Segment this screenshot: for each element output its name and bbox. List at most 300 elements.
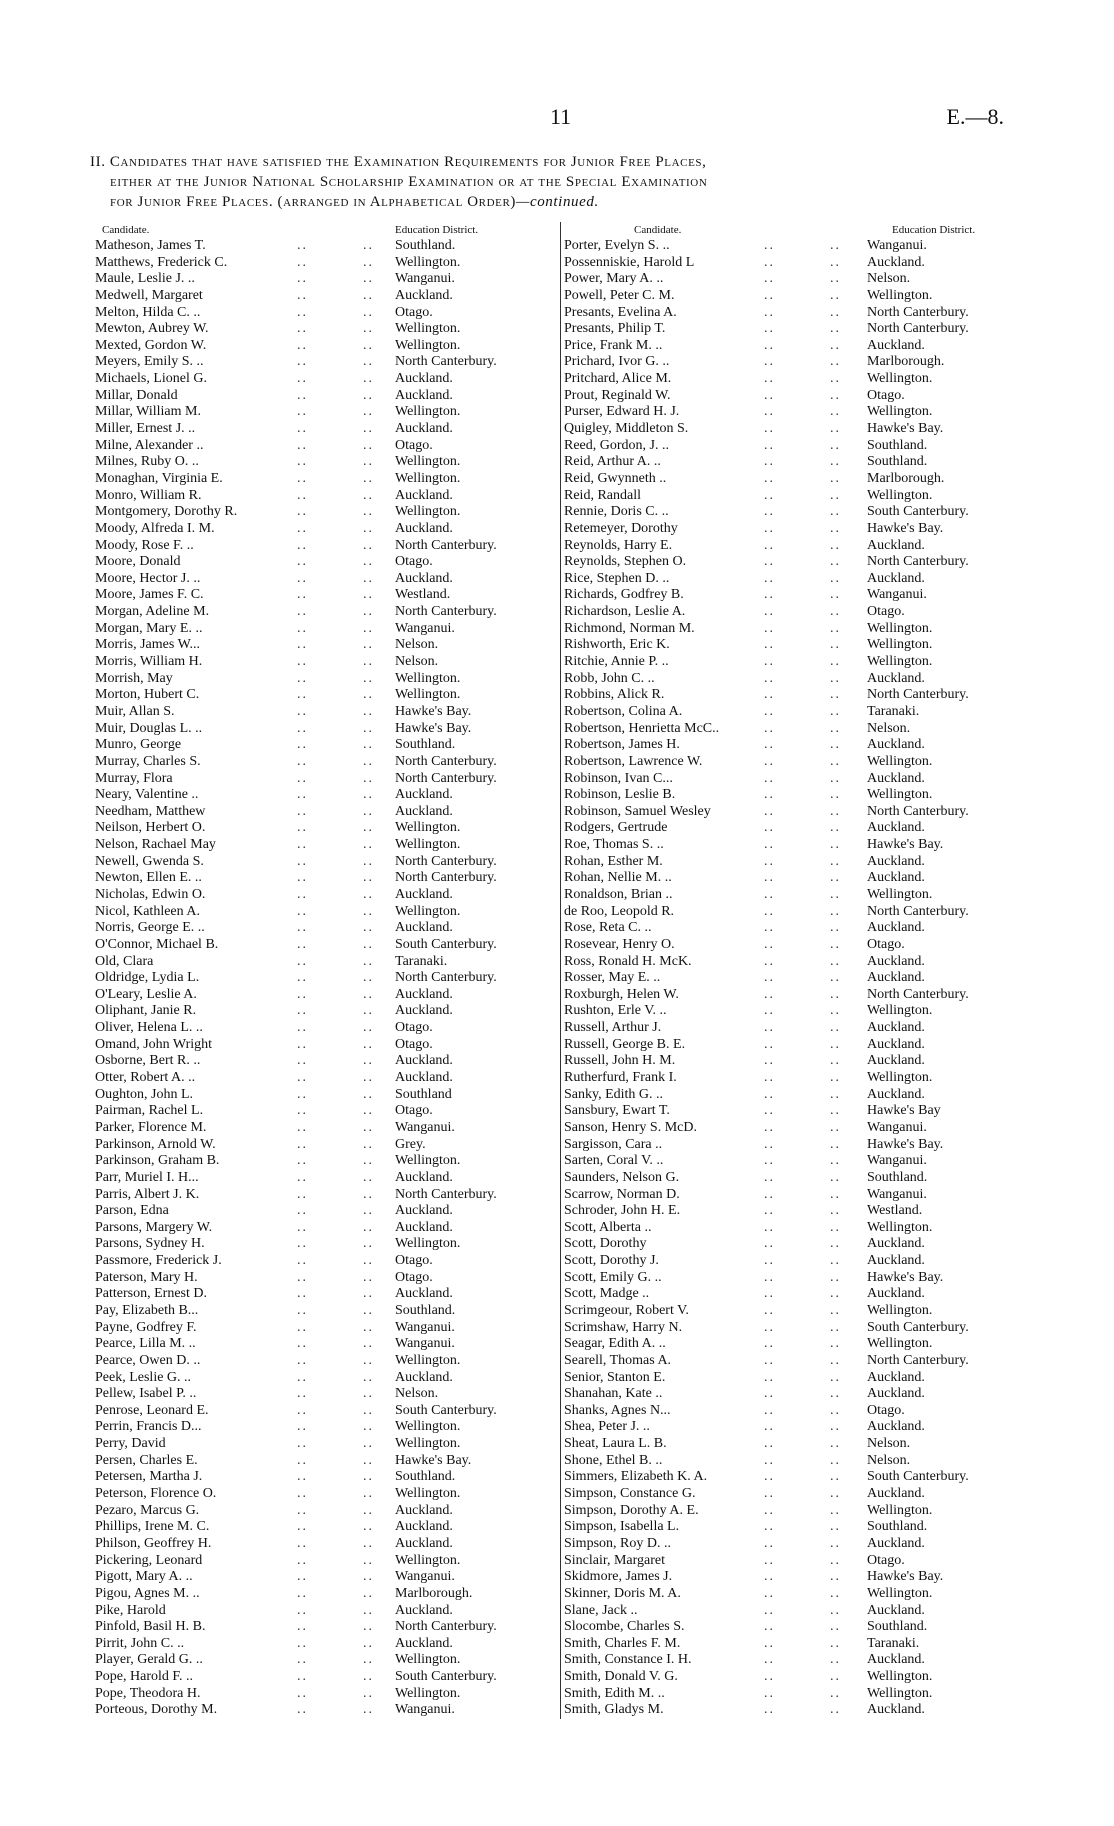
leader-dots: .. [297, 287, 308, 303]
education-district: Auckland. [867, 1253, 925, 1269]
candidate-name: Oliphant, Janie R. [95, 1003, 197, 1019]
leader-dots: .. [830, 620, 841, 636]
leader-dots: .. [764, 404, 775, 420]
education-district: Auckland. [867, 570, 925, 586]
leader-dots: .. [297, 1669, 308, 1685]
table-row [95, 1170, 550, 1187]
leader-dots: .. [764, 1053, 775, 1069]
leader-dots: .. [363, 1652, 374, 1668]
candidate-name: Pigou, Agnes M. .. [95, 1585, 200, 1601]
leader-dots: .. [297, 853, 308, 869]
education-district: Wanganui. [867, 587, 927, 603]
education-district: Otago. [395, 304, 433, 320]
candidate-name: Parsons, Margery W. [95, 1219, 213, 1235]
candidate-name: Pinfold, Basil H. B. [95, 1619, 206, 1635]
leader-dots: .. [830, 953, 841, 969]
left-column-header [95, 222, 550, 238]
candidate-name: Murray, Charles S. [95, 753, 201, 769]
leader-dots: .. [363, 1219, 374, 1235]
leader-dots: .. [764, 986, 775, 1002]
candidate-name: O'Leary, Leslie A. [95, 986, 197, 1002]
leader-dots: .. [764, 470, 775, 486]
candidate-name: Sansbury, Ewart T. [564, 1103, 670, 1119]
leader-dots: .. [764, 1103, 775, 1119]
leader-dots: .. [297, 1219, 308, 1235]
leader-dots: .. [297, 1020, 308, 1036]
leader-dots: .. [363, 1386, 374, 1402]
education-district: Nelson. [867, 271, 911, 287]
table-row [564, 504, 1024, 521]
table-row [564, 1503, 1024, 1520]
leader-dots: .. [764, 903, 775, 919]
leader-dots: .. [297, 1452, 308, 1468]
candidate-name: Newell, Gwenda S. [95, 853, 204, 869]
education-district: Wellington. [867, 371, 933, 387]
leader-dots: .. [363, 1020, 374, 1036]
candidate-name: de Roo, Leopold R. [564, 903, 675, 919]
candidate-name: Scarrow, Norman D. [564, 1186, 680, 1202]
table-row [95, 820, 550, 837]
candidate-name: Presants, Philip T. [564, 321, 666, 337]
candidate-name: Porteous, Dorothy M. [95, 1702, 218, 1718]
leader-dots: .. [363, 570, 374, 586]
education-district: Nelson. [867, 1452, 911, 1468]
leader-dots: .. [363, 1502, 374, 1518]
education-district: Wellington. [867, 787, 933, 803]
education-district: North Canterbury. [867, 687, 969, 703]
table-row [564, 1303, 1024, 1320]
leader-dots: .. [830, 271, 841, 287]
leader-dots: .. [830, 1136, 841, 1152]
leader-dots: .. [297, 1070, 308, 1086]
education-district: Wellington. [867, 1219, 933, 1235]
candidate-name: Robertson, Lawrence W. [564, 753, 703, 769]
leader-dots: .. [830, 1203, 841, 1219]
leader-dots: .. [297, 1303, 308, 1318]
leader-dots: .. [363, 703, 374, 719]
leader-dots: .. [764, 1635, 775, 1651]
leader-dots: .. [830, 587, 841, 603]
table-row [95, 454, 550, 471]
education-district: Auckland. [395, 520, 453, 536]
table-row [95, 1037, 550, 1054]
leader-dots: .. [764, 1369, 775, 1385]
candidate-name: Payne, Godfrey F. [95, 1319, 197, 1335]
table-row [564, 1103, 1024, 1120]
leader-dots: .. [764, 953, 775, 969]
leader-dots: .. [764, 770, 775, 786]
leader-dots: .. [297, 1186, 308, 1202]
leader-dots: .. [764, 1286, 775, 1302]
leader-dots: .. [830, 1253, 841, 1269]
leader-dots: .. [363, 337, 374, 353]
candidate-name: Mexted, Gordon W. [95, 337, 207, 353]
leader-dots: .. [830, 354, 841, 370]
table-row [95, 1020, 550, 1037]
table-row [564, 621, 1024, 638]
table-row [564, 787, 1024, 804]
leader-dots: .. [830, 1552, 841, 1568]
leader-dots: .. [764, 1153, 775, 1169]
leader-dots: .. [297, 1386, 308, 1402]
candidate-name: Nicholas, Edwin O. [95, 886, 206, 902]
education-district: North Canterbury. [867, 1352, 969, 1368]
education-district: Auckland. [867, 853, 925, 869]
education-district: Wellington. [867, 886, 933, 902]
leader-dots: .. [297, 554, 308, 570]
leader-dots: .. [764, 1070, 775, 1086]
table-row [564, 1370, 1024, 1387]
education-district: Southland. [867, 1519, 928, 1535]
leader-dots: .. [764, 853, 775, 869]
table-row [564, 804, 1024, 821]
table-row [95, 1469, 550, 1486]
leader-dots: .. [764, 670, 775, 686]
leader-dots: .. [297, 637, 308, 653]
table-row [95, 321, 550, 338]
table-row [564, 604, 1024, 621]
leader-dots: .. [830, 470, 841, 486]
leader-dots: .. [830, 254, 841, 270]
education-district: South Canterbury. [867, 1319, 969, 1335]
table-row [564, 1336, 1024, 1353]
table-row [564, 1203, 1024, 1220]
leader-dots: .. [363, 487, 374, 503]
table-row [564, 571, 1024, 588]
education-district: Wellington. [395, 1419, 461, 1435]
leader-dots: .. [764, 1486, 775, 1502]
leader-dots: .. [363, 637, 374, 653]
leader-dots: .. [363, 1352, 374, 1368]
table-row [95, 1120, 550, 1137]
education-district: Auckland. [395, 421, 453, 437]
education-district: North Canterbury. [395, 537, 497, 553]
leader-dots: .. [363, 1602, 374, 1618]
candidate-name: Pike, Harold [95, 1602, 166, 1618]
table-row [564, 1236, 1024, 1253]
candidate-name: Reynolds, Harry E. [564, 537, 673, 553]
education-district: Wellington. [867, 1003, 933, 1019]
table-row [564, 1619, 1024, 1636]
leader-dots: .. [297, 337, 308, 353]
leader-dots: .. [297, 1352, 308, 1368]
candidate-name: Smith, Edith M. .. [564, 1685, 665, 1701]
right-rows [564, 238, 1024, 1719]
leader-dots: .. [764, 1602, 775, 1618]
candidate-name: Michaels, Lionel G. [95, 371, 207, 387]
leader-dots: .. [764, 703, 775, 719]
leader-dots: .. [363, 437, 374, 453]
candidate-name: Prichard, Ivor G. .. [564, 354, 670, 370]
education-district: Southland. [867, 1619, 928, 1635]
leader-dots: .. [297, 1319, 308, 1335]
leader-dots: .. [830, 787, 841, 803]
leader-dots: .. [297, 238, 308, 253]
education-district: North Canterbury. [867, 304, 969, 320]
leader-dots: .. [830, 770, 841, 786]
table-row [564, 321, 1024, 338]
leader-dots: .. [764, 1419, 775, 1435]
table-row [564, 1486, 1024, 1503]
leader-dots: .. [363, 1486, 374, 1502]
candidate-name: Oliver, Helena L. .. [95, 1020, 203, 1036]
leader-dots: .. [764, 637, 775, 653]
leader-dots: .. [363, 1402, 374, 1418]
leader-dots: .. [830, 371, 841, 387]
education-district: Auckland. [867, 1286, 925, 1302]
education-district: Wellington. [395, 1685, 461, 1701]
table-row [564, 388, 1024, 405]
leader-dots: .. [363, 1253, 374, 1269]
candidate-name: Rosevear, Henry O. [564, 936, 675, 952]
table-row [564, 238, 1024, 255]
candidate-name: Pope, Harold F. .. [95, 1669, 194, 1685]
page-number: 11 [550, 104, 572, 129]
table-row [564, 1220, 1024, 1237]
education-district: Westland. [867, 1203, 923, 1219]
candidate-name: Robertson, Colina A. [564, 703, 683, 719]
table-row [95, 1370, 550, 1387]
education-district: Otago. [867, 1402, 905, 1418]
education-district: Taranaki. [867, 1635, 920, 1651]
education-district: Auckland. [395, 1219, 453, 1235]
table-row [564, 1636, 1024, 1653]
leader-dots: .. [363, 554, 374, 570]
leader-dots: .. [764, 1702, 775, 1718]
leader-dots: .. [363, 654, 374, 670]
candidate-name: Smith, Charles F. M. [564, 1635, 681, 1651]
candidate-name: Peek, Leslie G. .. [95, 1369, 192, 1385]
education-district: North Canterbury. [395, 604, 497, 620]
leader-dots: .. [764, 1669, 775, 1685]
education-district: Auckland. [395, 986, 453, 1002]
candidate-name: Rushton, Erle V. .. [564, 1003, 667, 1019]
candidate-name: Paterson, Mary H. [95, 1269, 198, 1285]
education-district: Hawke's Bay. [395, 703, 472, 719]
leader-dots: .. [764, 587, 775, 603]
leader-dots: .. [764, 1585, 775, 1601]
leader-dots: .. [830, 1502, 841, 1518]
candidate-name: Russell, John H. M. [564, 1053, 676, 1069]
education-district: Wellington. [395, 454, 461, 470]
leader-dots: .. [363, 837, 374, 853]
education-district: North Canterbury. [867, 986, 969, 1002]
leader-dots: .. [764, 304, 775, 320]
table-row [95, 338, 550, 355]
candidate-name: Miller, Ernest J. .. [95, 421, 196, 437]
leader-dots: .. [764, 520, 775, 536]
candidate-name: Roe, Thomas S. .. [564, 837, 664, 853]
candidate-name: Parr, Muriel I. H... [95, 1169, 199, 1185]
leader-dots: .. [764, 354, 775, 370]
leader-dots: .. [297, 321, 308, 337]
leader-dots: .. [363, 886, 374, 902]
table-row [564, 1137, 1024, 1154]
leader-dots: .. [297, 271, 308, 287]
candidate-name: Robb, John C. .. [564, 670, 655, 686]
education-district: Wanganui. [867, 1119, 927, 1135]
education-district: Wellington. [395, 1236, 461, 1252]
candidate-name: Scrimgeour, Robert V. [564, 1303, 689, 1318]
table-row [95, 987, 550, 1004]
candidate-name: Ross, Ronald H. McK. [564, 953, 692, 969]
education-district: Southland. [867, 1169, 928, 1185]
education-district: Auckland. [395, 1519, 453, 1535]
leader-dots: .. [830, 803, 841, 819]
candidate-name: Morris, James W... [95, 637, 200, 653]
leader-dots: .. [830, 287, 841, 303]
education-district: Otago. [867, 1552, 905, 1568]
table-row [564, 704, 1024, 721]
leader-dots: .. [363, 1036, 374, 1052]
education-district: North Canterbury. [867, 554, 969, 570]
table-row [95, 1253, 550, 1270]
leader-dots: .. [297, 1203, 308, 1219]
leader-dots: .. [297, 1136, 308, 1152]
table-row [564, 271, 1024, 288]
table-row [95, 238, 550, 255]
table-row [95, 804, 550, 821]
table-row [95, 1386, 550, 1403]
leader-dots: .. [297, 1685, 308, 1701]
table-row [95, 1519, 550, 1536]
leader-dots: .. [297, 1253, 308, 1269]
table-row [564, 654, 1024, 671]
table-row [95, 1270, 550, 1287]
table-row [564, 1453, 1024, 1470]
education-district: Auckland. [395, 1070, 453, 1086]
leader-dots: .. [297, 820, 308, 836]
leader-dots: .. [764, 1336, 775, 1352]
table-row [95, 288, 550, 305]
leader-dots: .. [297, 387, 308, 403]
candidate-name: Saunders, Nelson G. [564, 1169, 680, 1185]
candidate-name: Phillips, Irene M. C. [95, 1519, 210, 1535]
education-district: Wellington. [395, 837, 461, 853]
leader-dots: .. [764, 321, 775, 337]
candidate-name: Matheson, James T. [95, 238, 206, 253]
leader-dots: .. [830, 1519, 841, 1535]
candidate-name: Richards, Godfrey B. [564, 587, 684, 603]
candidate-name: Retemeyer, Dorothy [564, 520, 678, 536]
leader-dots: .. [764, 753, 775, 769]
leader-dots: .. [830, 920, 841, 936]
leader-dots: .. [764, 1269, 775, 1285]
table-row [95, 521, 550, 538]
leader-dots: .. [830, 1602, 841, 1618]
leader-dots: .. [830, 1669, 841, 1685]
education-district: Hawke's Bay [867, 1103, 941, 1119]
leader-dots: .. [363, 254, 374, 270]
leader-dots: .. [297, 687, 308, 703]
education-district: South Canterbury. [395, 1669, 497, 1685]
leader-dots: .. [363, 753, 374, 769]
leader-dots: .. [764, 1652, 775, 1668]
education-district: Otago. [867, 604, 905, 620]
table-row [564, 637, 1024, 654]
education-district: Southland. [395, 1303, 456, 1318]
education-district: Auckland. [395, 371, 453, 387]
table-row [95, 1586, 550, 1603]
table-row [95, 1636, 550, 1653]
leader-dots: .. [363, 953, 374, 969]
leader-dots: .. [297, 1469, 308, 1485]
leader-dots: .. [363, 620, 374, 636]
leader-dots: .. [830, 1336, 841, 1352]
leader-dots: .. [830, 421, 841, 437]
leader-dots: .. [764, 1469, 775, 1485]
table-row [95, 754, 550, 771]
table-row [564, 1519, 1024, 1536]
leader-dots: .. [297, 1619, 308, 1635]
leader-dots: .. [363, 936, 374, 952]
leader-dots: .. [363, 1452, 374, 1468]
leader-dots: .. [764, 437, 775, 453]
leader-dots: .. [363, 287, 374, 303]
title-line-1: II. Candidates that have satisfied the Examination Requirements for Junior Free Places, [90, 154, 707, 170]
candidate-name: Pay, Elizabeth B... [95, 1303, 199, 1318]
education-district: Southland [395, 1086, 452, 1102]
education-district: Wellington. [395, 670, 461, 686]
left-column [95, 222, 550, 1719]
table-row [564, 471, 1024, 488]
table-row [564, 887, 1024, 904]
leader-dots: .. [764, 1502, 775, 1518]
table-row [95, 954, 550, 971]
leader-dots: .. [297, 654, 308, 670]
leader-dots: .. [297, 1336, 308, 1352]
candidate-name: Milne, Alexander .. [95, 437, 204, 453]
leader-dots: .. [297, 504, 308, 520]
leader-dots: .. [764, 1219, 775, 1235]
table-row [95, 571, 550, 588]
candidate-name: Philson, Geoffrey H. [95, 1535, 212, 1551]
candidate-name: Possenniskie, Harold L [564, 254, 695, 270]
education-district: Wellington. [395, 1652, 461, 1668]
leader-dots: .. [830, 670, 841, 686]
leader-dots: .. [830, 820, 841, 836]
education-district: Westland. [395, 587, 451, 603]
table-row [95, 1486, 550, 1503]
education-district: Wanganui. [395, 1569, 455, 1585]
leader-dots: .. [363, 1003, 374, 1019]
education-district: Auckland. [867, 770, 925, 786]
leader-dots: .. [764, 570, 775, 586]
table-row [564, 1419, 1024, 1436]
table-row [564, 488, 1024, 505]
table-row [564, 1320, 1024, 1337]
table-row [95, 904, 550, 921]
education-district: Auckland. [867, 1036, 925, 1052]
table-row [564, 1020, 1024, 1037]
education-district: Otago. [395, 1020, 433, 1036]
leader-dots: .. [830, 1303, 841, 1318]
leader-dots: .. [363, 670, 374, 686]
leader-dots: .. [297, 986, 308, 1002]
candidate-name: Persen, Charles E. [95, 1452, 198, 1468]
table-row [564, 837, 1024, 854]
leader-dots: .. [764, 1552, 775, 1568]
table-row [95, 870, 550, 887]
education-district: Wellington. [867, 1070, 933, 1086]
education-district: Otago. [395, 1253, 433, 1269]
education-district: Wellington. [867, 1669, 933, 1685]
education-district: Auckland. [395, 1286, 453, 1302]
education-district: Nelson. [395, 1386, 439, 1402]
leader-dots: .. [363, 1303, 374, 1318]
candidate-name: Munro, George [95, 737, 182, 753]
leader-dots: .. [764, 254, 775, 270]
